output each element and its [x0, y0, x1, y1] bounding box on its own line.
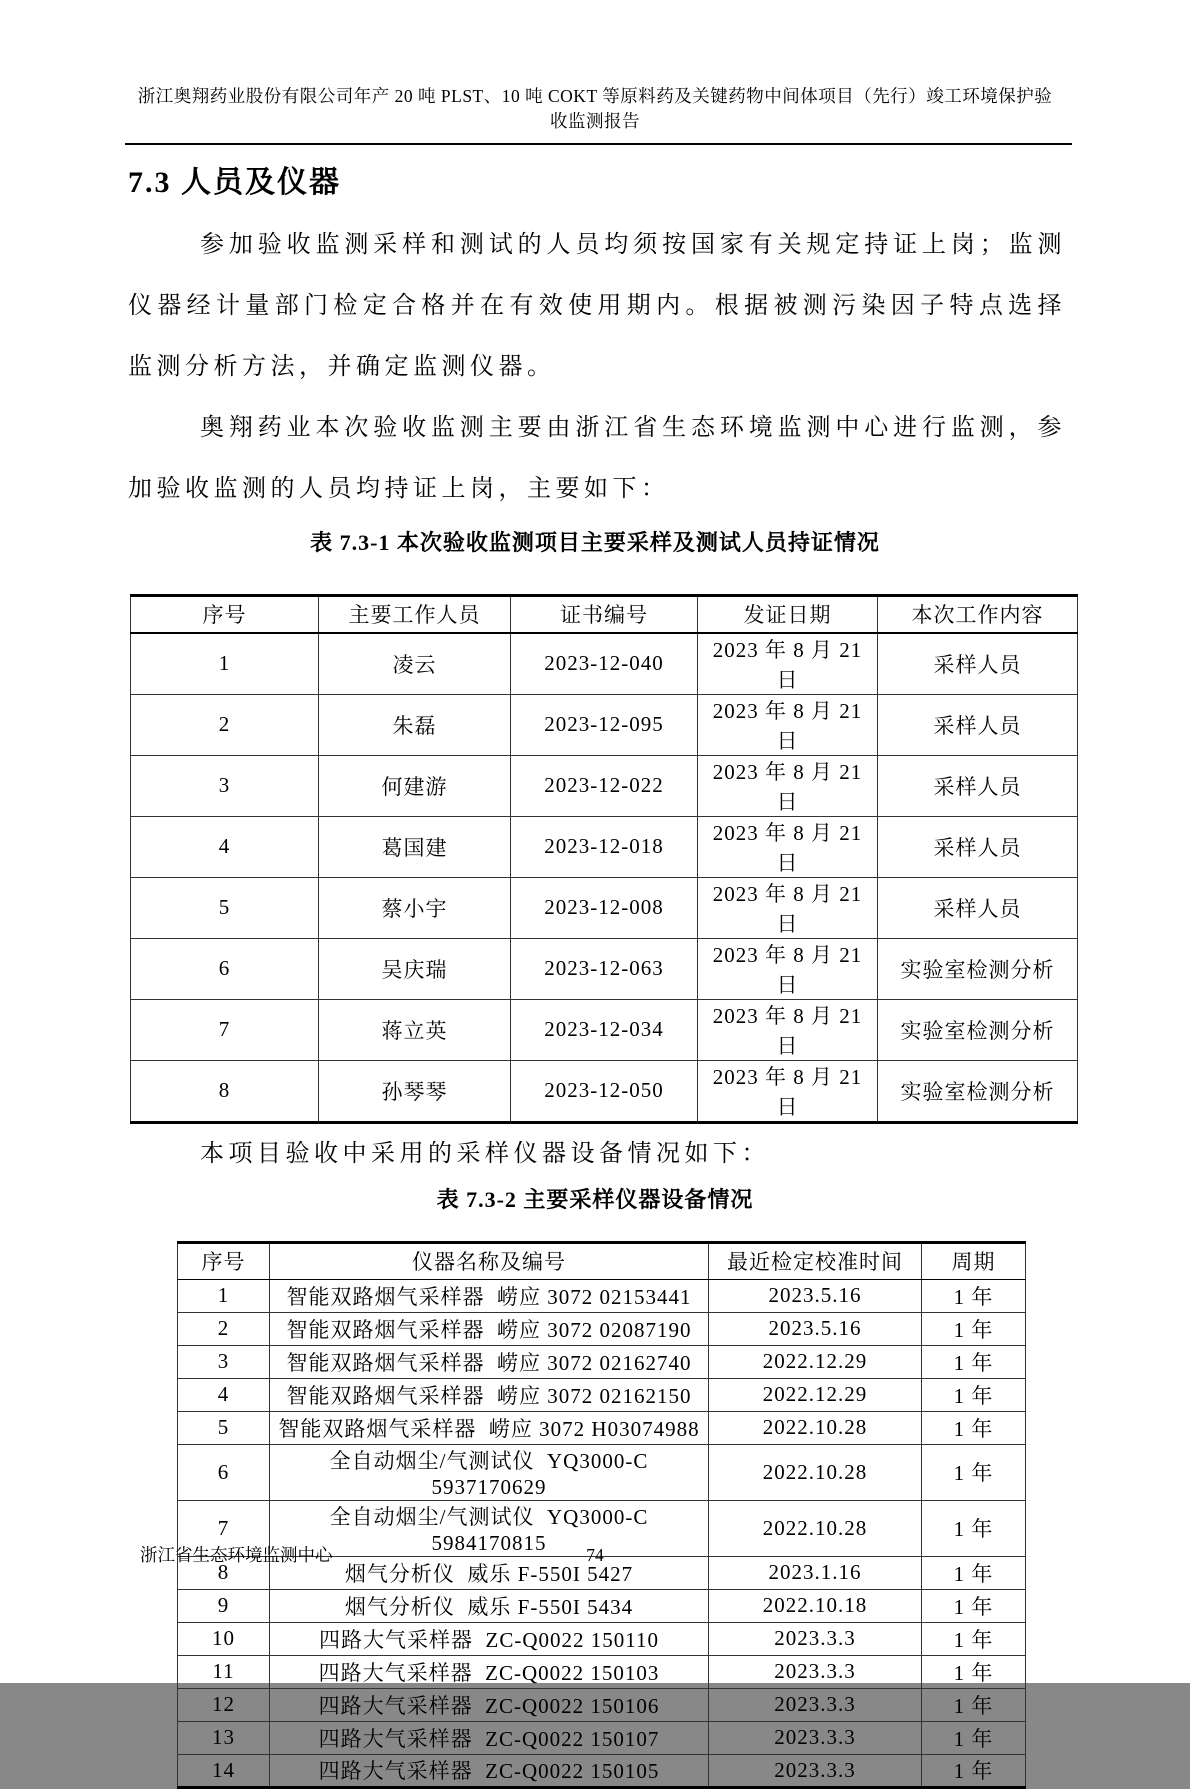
paragraph-monitoring-org: 奥翔药业本次验收监测主要由浙江省生态环境监测中心进行监测，参加验收监测的人员均持证上岗，主要如下： [128, 415, 1066, 502]
table-cell: 1 年 [922, 1721, 1026, 1754]
table-cell: 12 [178, 1688, 270, 1721]
table-cell: 1 年 [922, 1345, 1026, 1378]
table-cell: 实验室检测分析 [878, 999, 1078, 1060]
table-row [131, 1060, 1078, 1122]
table-cell: 智能双路烟气采样器 崂应 3072 02162150 [270, 1378, 709, 1411]
table-cell: 四路大气采样器 ZC-Q0022 150105 [270, 1754, 709, 1787]
header-line-1: 浙江奥翔药业股份有限公司年产 20 吨 PLST、10 吨 COKT 等原料药及关键药物中间体项目（先行）竣工环境保护验 [137, 86, 1053, 106]
table-cell: 2023.5.16 [709, 1279, 922, 1312]
column-header: 发证日期 [698, 596, 878, 633]
table-row [178, 1622, 1026, 1655]
table-cell: 采样人员 [878, 694, 1078, 755]
table-cell: 2023-12-034 [511, 999, 698, 1060]
table-row [178, 1589, 1026, 1622]
table-cell: 2023-12-063 [511, 938, 698, 999]
table-cell: 智能双路烟气采样器 崂应 3072 02153441 [270, 1279, 709, 1312]
table-cell: 1 年 [922, 1556, 1026, 1589]
table-cell: 2022.10.18 [709, 1589, 922, 1622]
table-cell: 葛国建 [319, 816, 511, 877]
table-cell: 1 年 [922, 1754, 1026, 1787]
table-row [178, 1411, 1026, 1444]
table-cell: 智能双路烟气采样器 崂应 3072 H03074988 [270, 1411, 709, 1444]
table-row [131, 694, 1078, 755]
table-cell: 1 年 [922, 1378, 1026, 1411]
table-cell: 全自动烟尘/气测试仪 YQ3000-C 5937170629 [270, 1444, 709, 1500]
table-row [178, 1754, 1026, 1787]
table-row [131, 999, 1078, 1060]
table-cell: 1 年 [922, 1500, 1026, 1556]
table-cell: 实验室检测分析 [878, 1060, 1078, 1122]
table-cell: 4 [178, 1378, 270, 1411]
table-row [178, 1378, 1026, 1411]
table-row [131, 816, 1078, 877]
table-cell: 1 年 [922, 1444, 1026, 1500]
table-row [178, 1721, 1026, 1754]
equipment-table [177, 1241, 1026, 1789]
table-row [178, 1345, 1026, 1378]
table-cell: 2023 年 8 月 21 日 [698, 999, 878, 1060]
column-header: 周期 [922, 1242, 1026, 1279]
table-cell: 8 [131, 1060, 319, 1122]
table-cell: 2022.10.28 [709, 1411, 922, 1444]
table-cell: 9 [178, 1589, 270, 1622]
footer-organization: 浙江省生态环境监测中心 [140, 1545, 333, 1565]
equipment-table-header-row [178, 1242, 1026, 1279]
table-row [178, 1312, 1026, 1345]
table-cell: 2023 年 8 月 21 日 [698, 938, 878, 999]
table-cell: 2023-12-095 [511, 694, 698, 755]
table-cell: 烟气分析仪 威乐 F-550I 5434 [270, 1589, 709, 1622]
table-cell: 四路大气采样器 ZC-Q0022 150106 [270, 1688, 709, 1721]
table-cell: 2023-12-022 [511, 755, 698, 816]
table-cell: 8 [178, 1556, 270, 1589]
personnel-table [130, 594, 1078, 1124]
table-cell: 4 [131, 816, 319, 877]
table-row [131, 877, 1078, 938]
table-cell: 2023.3.3 [709, 1622, 922, 1655]
table-cell: 3 [178, 1345, 270, 1378]
table-cell: 2022.12.29 [709, 1345, 922, 1378]
table-cell: 2023 年 8 月 21 日 [698, 633, 878, 695]
table-cell: 孙琴琴 [319, 1060, 511, 1122]
table-cell: 智能双路烟气采样器 崂应 3072 02162740 [270, 1345, 709, 1378]
column-header: 最近检定校准时间 [709, 1242, 922, 1279]
table-cell: 凌云 [319, 633, 511, 695]
header-line-2: 收监测报告 [550, 111, 640, 131]
table-row [131, 938, 1078, 999]
table-cell: 3 [131, 755, 319, 816]
column-header: 本次工作内容 [878, 596, 1078, 633]
table-cell: 2023.3.3 [709, 1655, 922, 1688]
table-cell: 7 [131, 999, 319, 1060]
table-cell: 6 [178, 1444, 270, 1500]
table-cell: 11 [178, 1655, 270, 1688]
table-cell: 采样人员 [878, 816, 1078, 877]
table-cell: 10 [178, 1622, 270, 1655]
table-cell: 烟气分析仪 威乐 F-550I 5427 [270, 1556, 709, 1589]
table-cell: 1 年 [922, 1688, 1026, 1721]
table-cell: 1 年 [922, 1411, 1026, 1444]
table-cell: 2023 年 8 月 21 日 [698, 816, 878, 877]
table-row [178, 1279, 1026, 1312]
column-header: 序号 [178, 1242, 270, 1279]
column-header: 证书编号 [511, 596, 698, 633]
table-row [178, 1444, 1026, 1500]
document-header [0, 0, 1190, 134]
table-cell: 2022.12.29 [709, 1378, 922, 1411]
table-cell: 6 [131, 938, 319, 999]
column-header: 主要工作人员 [319, 596, 511, 633]
table-cell: 2 [178, 1312, 270, 1345]
table-cell: 朱磊 [319, 694, 511, 755]
table-cell: 四路大气采样器 ZC-Q0022 150107 [270, 1721, 709, 1754]
section-title: 7.3 人员及仪器 [128, 166, 341, 199]
column-header: 序号 [131, 596, 319, 633]
table-row [131, 755, 1078, 816]
table-cell: 采样人员 [878, 633, 1078, 695]
personnel-table-title: 表 7.3-1 本次验收监测项目主要采样及测试人员持证情况 [310, 530, 880, 555]
table-cell: 2023 年 8 月 21 日 [698, 755, 878, 816]
table-cell: 2023 年 8 月 21 日 [698, 1060, 878, 1122]
table-cell: 2023.1.16 [709, 1556, 922, 1589]
table-cell: 四路大气采样器 ZC-Q0022 150110 [270, 1622, 709, 1655]
column-header: 仪器名称及编号 [270, 1242, 709, 1279]
table-cell: 吴庆瑞 [319, 938, 511, 999]
table-cell: 蔡小宇 [319, 877, 511, 938]
table-cell: 1 年 [922, 1655, 1026, 1688]
table-cell: 14 [178, 1754, 270, 1787]
table-cell: 7 [178, 1500, 270, 1556]
table-cell: 采样人员 [878, 755, 1078, 816]
table-cell: 四路大气采样器 ZC-Q0022 150103 [270, 1655, 709, 1688]
table-cell: 13 [178, 1721, 270, 1754]
personnel-table-header-row [131, 596, 1078, 633]
table-cell: 2023.3.3 [709, 1721, 922, 1754]
page-number: 74 [586, 1545, 604, 1565]
table-cell: 2023-12-018 [511, 816, 698, 877]
table-row [178, 1688, 1026, 1721]
table-cell: 1 年 [922, 1589, 1026, 1622]
table-cell: 2022.10.28 [709, 1500, 922, 1556]
table-row [131, 633, 1078, 695]
table-cell: 1 [178, 1279, 270, 1312]
table-cell: 2022.10.28 [709, 1444, 922, 1500]
table-cell: 2023.5.16 [709, 1312, 922, 1345]
table-cell: 1 年 [922, 1279, 1026, 1312]
table-cell: 蒋立英 [319, 999, 511, 1060]
table-cell: 1 [131, 633, 319, 695]
table-cell: 2 [131, 694, 319, 755]
table-cell: 采样人员 [878, 877, 1078, 938]
paragraph-personnel-requirements: 参加验收监测采样和测试的人员均须按国家有关规定持证上岗；监测仪器经计量部门检定合格并在有效使用期内。根据被测污染因子特点选择监测分析方法，并确定监测仪器。 [128, 232, 1066, 380]
table-cell: 5 [178, 1411, 270, 1444]
equipment-table-title: 表 7.3-2 主要采样仪器设备情况 [436, 1186, 754, 1212]
table-row [178, 1655, 1026, 1688]
table-cell: 2023-12-050 [511, 1060, 698, 1122]
page-footer [0, 1540, 1190, 1570]
table-cell: 何建游 [319, 755, 511, 816]
table-cell: 2023 年 8 月 21 日 [698, 877, 878, 938]
table-cell: 2023.3.3 [709, 1688, 922, 1721]
table-cell: 1 年 [922, 1312, 1026, 1345]
table-cell: 实验室检测分析 [878, 938, 1078, 999]
table-cell: 2023 年 8 月 21 日 [698, 694, 878, 755]
table-cell: 1 年 [922, 1622, 1026, 1655]
table-cell: 5 [131, 877, 319, 938]
table-cell: 2023-12-008 [511, 877, 698, 938]
table-cell: 2023-12-040 [511, 633, 698, 695]
paragraph-equipment-intro: 本项目验收中采用的采样仪器设备情况如下： [200, 1140, 770, 1167]
table-cell: 智能双路烟气采样器 崂应 3072 02087190 [270, 1312, 709, 1345]
header-divider [125, 143, 1072, 145]
table-cell: 2023.3.3 [709, 1754, 922, 1787]
table-cell: 全自动烟尘/气测试仪 YQ3000-C 5984170815 [270, 1500, 709, 1556]
